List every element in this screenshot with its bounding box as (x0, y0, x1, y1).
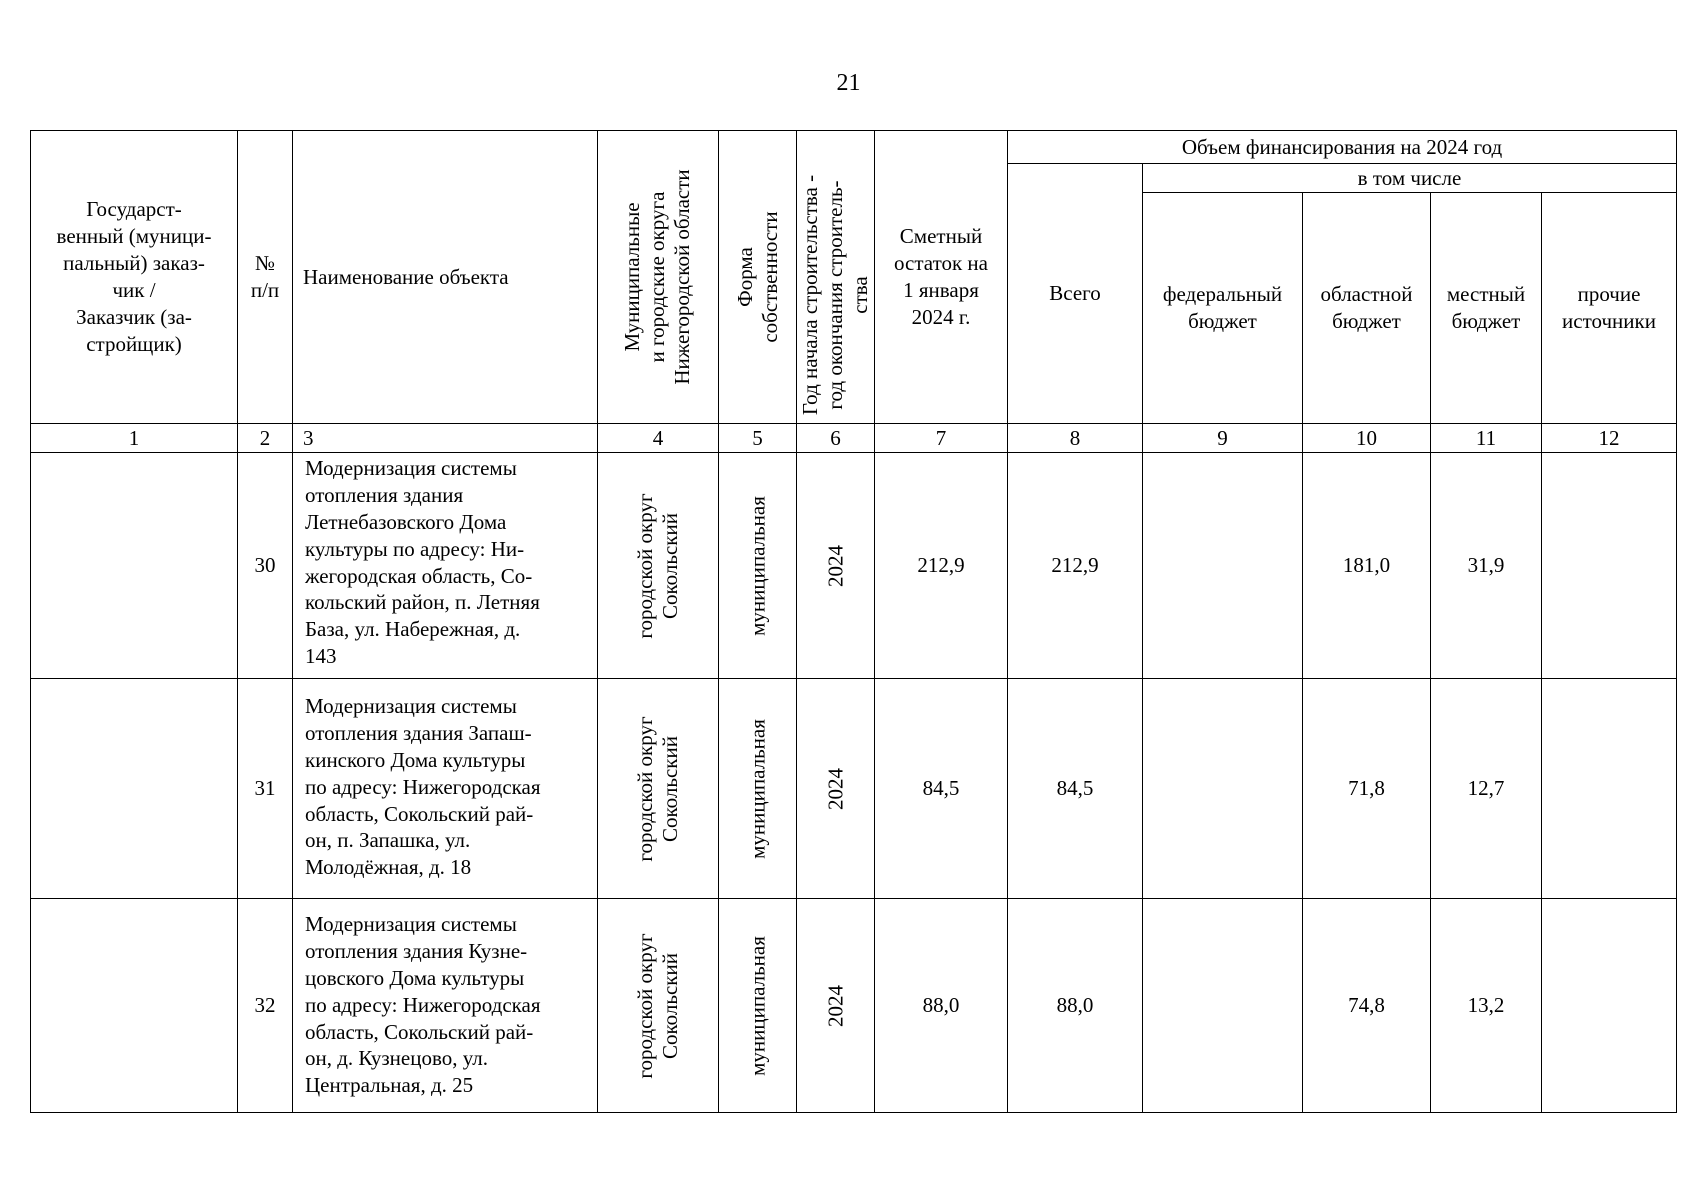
header-regional (1303, 193, 1431, 424)
header-federal-text: федеральный бюджет (1162, 282, 1283, 333)
header-estimate-balance (875, 131, 1008, 424)
row-local: 12,7 (1431, 679, 1542, 899)
row-num: 32 (238, 899, 293, 1113)
column-number: 4 (598, 424, 719, 453)
header-customer (31, 131, 238, 424)
row-years (797, 679, 875, 899)
header-num-text: № п/п (250, 251, 280, 302)
column-number: 7 (875, 424, 1008, 453)
header-local-text: местный бюджет (1446, 282, 1526, 333)
header-ownership (719, 131, 797, 424)
row-other (1542, 899, 1677, 1113)
header-customer-text: Государст- венный (муници- пальный) заказ- чик / Заказчик (за- стройщик) (56, 197, 212, 356)
row-years-text: 2024 (822, 544, 847, 587)
row-total: 212,9 (1008, 453, 1143, 679)
row-municipality-text: городской округ Сокольский (632, 932, 682, 1079)
row-years (797, 453, 875, 679)
header-estimate-balance-text: Сметный остаток на 1 января 2024 г. (894, 224, 988, 329)
row-ownership-text: муниципальная (744, 935, 769, 1076)
row-customer (31, 453, 238, 679)
row-customer (31, 899, 238, 1113)
row-total: 88,0 (1008, 899, 1143, 1113)
row-estimate-balance: 212,9 (875, 453, 1008, 679)
header-ownership-text: Форма собственности (732, 211, 782, 343)
header-federal (1143, 193, 1303, 424)
header-including (1143, 164, 1677, 193)
row-local: 31,9 (1431, 453, 1542, 679)
row-num: 30 (238, 453, 293, 679)
header-regional-text: областной бюджет (1320, 282, 1413, 333)
column-number: 11 (1431, 424, 1542, 453)
column-number-row (31, 424, 1677, 453)
header-municipality (598, 131, 719, 424)
page-number: 21 (836, 70, 861, 96)
row-customer (31, 679, 238, 899)
column-number: 8 (1008, 424, 1143, 453)
row-object-name (293, 899, 598, 1113)
header-total (1008, 164, 1143, 424)
row-object-name (293, 679, 598, 899)
row-municipality (598, 899, 719, 1113)
column-number: 5 (719, 424, 797, 453)
row-object-name (293, 453, 598, 679)
row-local: 13,2 (1431, 899, 1542, 1113)
row-municipality-text: городской округ Сокольский (632, 492, 682, 639)
header-object-name (293, 131, 598, 424)
row-ownership-text: муниципальная (744, 718, 769, 859)
column-number: 9 (1143, 424, 1303, 453)
header-object-name-text: Наименование объекта (303, 264, 509, 289)
table-row (31, 453, 1677, 679)
header-years-text: Год начала строительства - год окончания строитель- ства (797, 174, 873, 415)
row-object-name-text: Модернизация системы отопления здания Кузне- цовского Дома культуры по адресу: Нижегородская область, Сокольский рай- он, д. Кузнецово, ул. Центральная, д. 25 (305, 912, 541, 1098)
row-regional: 74,8 (1303, 899, 1431, 1113)
row-regional: 71,8 (1303, 679, 1431, 899)
header-num (238, 131, 293, 424)
row-other (1542, 679, 1677, 899)
row-estimate-balance: 88,0 (875, 899, 1008, 1113)
column-number: 6 (797, 424, 875, 453)
row-federal (1143, 899, 1303, 1113)
column-number: 2 (238, 424, 293, 453)
row-other (1542, 453, 1677, 679)
row-years (797, 899, 875, 1113)
row-object-name-text: Модернизация системы отопления здания Запаш- кинского Дома культуры по адресу: Нижегородская область, Сокольский рай- он, п. Запашка, ул. Молодёжная, д. 18 (305, 694, 541, 880)
header-financing-title-text: Объем финансирования на 2024 год (1181, 134, 1503, 159)
header-other (1542, 193, 1677, 424)
table-row (31, 679, 1677, 899)
row-years-text: 2024 (822, 767, 847, 810)
header-including-text: в том числе (1357, 165, 1462, 190)
row-federal (1143, 453, 1303, 679)
financing-table (30, 130, 1677, 1113)
header-years (797, 131, 875, 424)
row-years-text: 2024 (822, 984, 847, 1027)
header-local (1431, 193, 1542, 424)
row-ownership (719, 453, 797, 679)
row-federal (1143, 679, 1303, 899)
row-num: 31 (238, 679, 293, 899)
row-ownership (719, 899, 797, 1113)
column-number: 10 (1303, 424, 1431, 453)
header-total-text: Всего (1049, 281, 1101, 306)
column-number: 12 (1542, 424, 1677, 453)
row-regional: 181,0 (1303, 453, 1431, 679)
row-municipality (598, 453, 719, 679)
row-municipality (598, 679, 719, 899)
row-ownership-text: муниципальная (744, 495, 769, 636)
row-total: 84,5 (1008, 679, 1143, 899)
column-number: 3 (293, 424, 598, 453)
column-number: 1 (31, 424, 238, 453)
row-object-name-text: Модернизация системы отопления здания Летнебазовского Дома культуры по адресу: Ни- жегородская область, Со- кольский район, п. Летняя База, ул. Набережная, д. 143 (305, 456, 540, 669)
header-other-text: прочие источники (1562, 282, 1656, 333)
table-row (31, 899, 1677, 1113)
header-municipality-text: Муниципальные и городские округа Нижегородской области (620, 169, 695, 385)
header-financing-title (1008, 131, 1677, 164)
row-ownership (719, 679, 797, 899)
row-municipality-text: городской округ Сокольский (632, 715, 682, 862)
row-estimate-balance: 84,5 (875, 679, 1008, 899)
